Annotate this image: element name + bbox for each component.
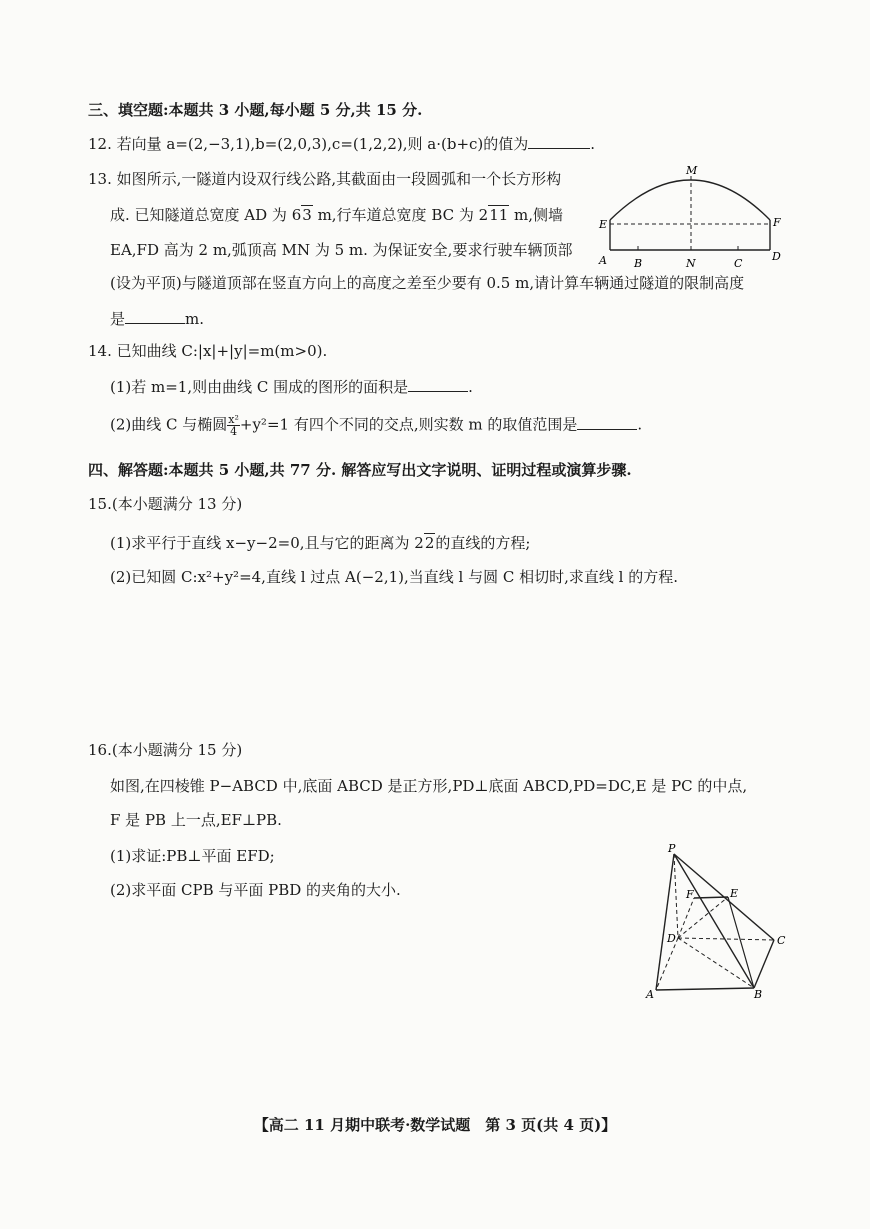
edge-pd (674, 854, 678, 938)
q14-part2-blank (577, 415, 637, 430)
q13-sqrt-3: 3 (302, 206, 312, 224)
edge-fe (694, 897, 728, 898)
q14-part2-b: +y²=1 有四个不同的交点,则实数 m 的取值范围是 (239, 415, 578, 434)
label-m: M (686, 164, 698, 177)
edge-bc (754, 940, 774, 988)
label-c: C (734, 257, 743, 270)
q16-title: 16.(本小题满分 15 分) (88, 741, 243, 759)
edge-db (678, 938, 754, 988)
q16-part1: (1)求证:PB⊥平面 EFD; (110, 847, 275, 865)
q15-part2: (2)已知圆 C:x²+y²=4,直线 l 过点 A(−2,1),当直线 l 与圆 C 相切时,求直线 l 的方程. (110, 568, 679, 586)
q16-part2: (2)求平面 CPB 与平面 PBD 的夹角的大小. (110, 881, 401, 899)
q13-line5-prefix: 是 (110, 310, 126, 328)
q13-line5-unit: m. (185, 310, 205, 328)
q12-answer-blank (528, 134, 590, 149)
label-e16: E (730, 887, 739, 900)
fraction-numerator: x² (228, 413, 239, 426)
label-d: D (772, 250, 781, 263)
edge-pb (674, 854, 754, 988)
pyramid-figure (636, 840, 796, 1005)
q13-line5 (110, 309, 204, 329)
q12-text (88, 134, 595, 154)
q14-part1 (110, 377, 473, 397)
edge-dc (678, 938, 774, 940)
edge-eb (728, 897, 754, 988)
q13-sqrt-11: 11 (489, 206, 509, 224)
label-d16: D (667, 932, 676, 945)
section3-heading: 三、填空题:本题共 3 小题,每小题 5 分,共 15 分. (88, 101, 423, 119)
q15-sqrt-2: 2 (424, 534, 435, 552)
q13-answer-blank (125, 309, 185, 324)
q15-part1-b: 的直线的方程; (435, 534, 531, 552)
label-n: N (686, 257, 696, 270)
q13-line2-part-a: 成. 已知隧道总宽度 AD 为 6 (110, 206, 302, 224)
label-b16: B (754, 988, 763, 1001)
label-b: B (634, 257, 643, 270)
tunnel-figure (596, 160, 786, 272)
q14-part1-stem: (1)若 m=1,则由曲线 C 围成的图形的面积是 (110, 378, 409, 396)
q14-part2-a: (2)曲线 C 与椭圆 (110, 415, 228, 434)
q12-tail: . (590, 135, 596, 153)
q16-line1: 如图,在四棱锥 P−ABCD 中,底面 ABCD 是正方形,PD⊥底面 ABCD,PD=DC,E 是 PC 的中点, (110, 777, 748, 795)
label-a16: A (646, 988, 654, 1001)
page-footer: 【高二 11 月期中联考·数学试题 第 3 页(共 4 页)】 (253, 1116, 617, 1134)
ellipse-fraction (227, 414, 240, 437)
q16-line2: F 是 PB 上一点,EF⊥PB. (110, 811, 282, 829)
q14-part2 (110, 414, 642, 437)
label-e: E (599, 218, 608, 231)
section4-heading: 四、解答题:本题共 5 小题,共 77 分. 解答应写出文字说明、证明过程或演算步骤. (88, 461, 632, 479)
fraction-denominator: 4 (230, 425, 238, 438)
q13-line2 (110, 205, 563, 225)
label-a: A (599, 254, 607, 267)
tunnel-arc (610, 180, 770, 220)
q13-line2-part-c: m,侧墙 (509, 206, 564, 224)
q14-part1-blank (408, 377, 468, 392)
q13-line2-part-b: m,行车道总宽度 BC 为 2 (312, 206, 489, 224)
q15-part1 (110, 533, 530, 553)
edge-pa (656, 854, 674, 990)
label-f16: F (686, 888, 694, 901)
label-f: F (773, 216, 781, 229)
q13-line4: (设为平顶)与隧道顶部在竖直方向上的高度之差至少要有 0.5 m,请计算车辆通过隧道的限制高度 (110, 274, 745, 292)
q14-part1-tail: . (468, 378, 473, 396)
q15-title: 15.(本小题满分 13 分) (88, 495, 243, 513)
q13-line3: EA,FD 高为 2 m,弧顶高 MN 为 5 m. 为保证安全,要求行驶车辆顶部 (110, 241, 573, 259)
label-p: P (668, 842, 676, 855)
q15-part1-a: (1)求平行于直线 x−y−2=0,且与它的距离为 2 (110, 534, 424, 552)
label-c16: C (777, 934, 786, 947)
edge-ab (656, 988, 754, 990)
q14-part2-tail: . (637, 415, 643, 434)
q13-line1: 13. 如图所示,一隧道内设双行线公路,其截面由一段圆弧和一个长方形构 (88, 170, 562, 188)
q12-stem: 12. 若向量 a=(2,−3,1),b=(2,0,3),c=(1,2,2),则 a·(b+c)的值为 (88, 135, 529, 153)
q14-line1: 14. 已知曲线 C:|x|+|y|=m(m>0). (88, 342, 328, 360)
